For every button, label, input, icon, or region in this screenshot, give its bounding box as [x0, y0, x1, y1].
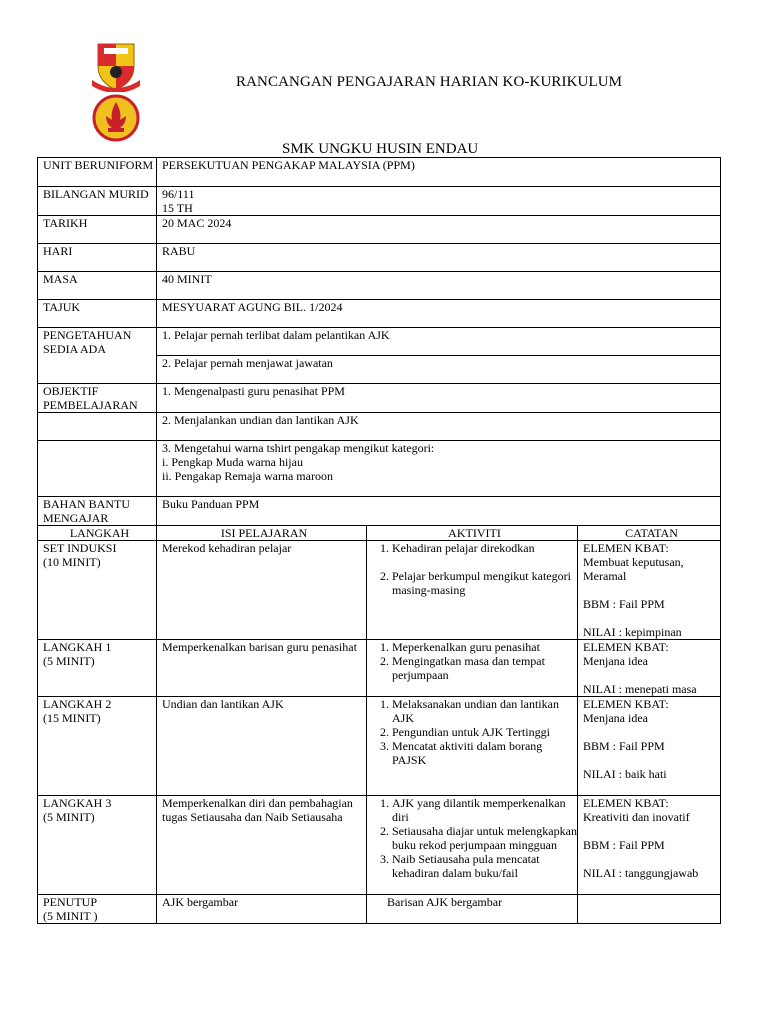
- step-name: SET INDUKSI: [43, 541, 117, 555]
- step-aktiviti: [367, 541, 578, 640]
- step-catatan: [578, 796, 721, 895]
- value-unit: PERSEKUTUAN PENGAKAP MALAYSIA (PPM): [157, 158, 721, 187]
- step-langkah: [38, 640, 157, 697]
- label-tarikh: TARIKH: [38, 216, 157, 244]
- step-catatan: [578, 697, 721, 796]
- value-bilangan: [157, 187, 721, 216]
- step-row-langkah-3: [38, 796, 721, 895]
- step-row-set-induksi: [38, 541, 721, 640]
- aktiviti-item: 1. Kehadiran pelajar direkodkan: [392, 541, 577, 555]
- step-isi: AJK bergambar: [157, 895, 367, 924]
- label-bahan: BAHAN BANTU MENGAJAR: [38, 497, 157, 526]
- step-row-langkah-1: [38, 640, 721, 697]
- step-name: LANGKAH 3: [43, 796, 112, 810]
- row-hari: [38, 244, 721, 272]
- catatan-elemen: ELEMEN KBAT:: [583, 640, 669, 654]
- step-duration: (10 MINIT): [43, 555, 101, 569]
- catatan-elemen: ELEMEN KBAT:: [583, 796, 669, 810]
- value-tajuk: MESYUARAT AGUNG BIL. 1/2024: [157, 300, 721, 328]
- aktiviti-item: 2. Pelajar berkumpul mengikut kategori masing-masing: [392, 569, 577, 597]
- step-isi: Undian dan lantikan AJK: [157, 697, 367, 796]
- header-langkah: LANGKAH: [38, 526, 157, 541]
- step-isi: Memperkenalkan barisan guru penasihat: [157, 640, 367, 697]
- step-langkah: [38, 541, 157, 640]
- step-duration: (5 MINIT): [43, 654, 95, 668]
- step-duration: (5 MINIT ): [43, 909, 98, 923]
- catatan-bbm: BBM : Fail PPM: [583, 597, 665, 611]
- step-isi: Memperkenalkan diri dan pembahagian tugas Setiausaha dan Naib Setiausaha: [157, 796, 367, 895]
- lesson-plan-table: [37, 157, 721, 924]
- catatan-nilai: NILAI : baik hati: [583, 767, 667, 781]
- step-catatan: [578, 640, 721, 697]
- step-name: LANGKAH 2: [43, 697, 112, 711]
- header-isi: ISI PELAJARAN: [157, 526, 367, 541]
- step-langkah: [38, 697, 157, 796]
- value-bilangan-1: 96/111: [162, 187, 195, 201]
- aktiviti-item: 3. Naib Setiausaha pula mencatat kehadiran dalam buku/fail: [392, 852, 577, 880]
- row-unit: [38, 158, 721, 187]
- aktiviti-item: 2. Pengundian untuk AJK Tertinggi: [392, 725, 577, 739]
- step-aktiviti: Barisan AJK bergambar: [367, 895, 578, 924]
- label-unit: UNIT BERUNIFORM: [38, 158, 157, 187]
- value-objektif-2: 2. Menjalankan undian dan lantikan AJK: [157, 413, 721, 441]
- row-bilangan: [38, 187, 721, 216]
- row-tarikh: [38, 216, 721, 244]
- value-tarikh: 20 MAC 2024: [157, 216, 721, 244]
- row-objektif-2: [38, 413, 721, 441]
- aktiviti-item: 2. Mengingatkan masa dan tempat perjumpaan: [392, 654, 577, 682]
- aktiviti-item: 2. Setiausaha diajar untuk melengkapkan buku rekod perjumpaan mingguan: [392, 824, 577, 852]
- value-masa: 40 MINIT: [157, 272, 721, 300]
- label-hari: HARI: [38, 244, 157, 272]
- value-objektif-1: 1. Mengenalpasti guru penasihat PPM: [157, 384, 721, 413]
- row-masa: [38, 272, 721, 300]
- objektif-3-ii: ii. Pengakap Remaja warna maroon: [162, 469, 333, 483]
- header-catatan: CATATAN: [578, 526, 721, 541]
- step-row-penutup: [38, 895, 721, 924]
- step-isi: Merekod kehadiran pelajar: [157, 541, 367, 640]
- step-catatan: [578, 541, 721, 640]
- catatan-bbm: BBM : Fail PPM: [583, 838, 665, 852]
- row-objektif-3: [38, 441, 721, 497]
- objektif-3-i: i. Pengkap Muda warna hijau: [162, 455, 303, 469]
- step-row-langkah-2: [38, 697, 721, 796]
- header-aktiviti: AKTIVITI: [367, 526, 578, 541]
- step-duration: (15 MINIT): [43, 711, 101, 725]
- value-bilangan-2: 15 TH: [162, 201, 193, 215]
- label-objektif-empty-2: [38, 441, 157, 497]
- label-pengetahuan: PENGETAHUAN SEDIA ADA: [38, 328, 157, 384]
- catatan-nilai: NILAI : tanggungjawab: [583, 866, 699, 880]
- step-aktiviti: [367, 640, 578, 697]
- catatan-elemen: ELEMEN KBAT:: [583, 541, 669, 555]
- value-objektif-3: [157, 441, 721, 497]
- aktiviti-item: 3. Mencatat aktiviti dalam borang PAJSK: [392, 739, 577, 767]
- catatan-nilai: NILAI : menepati masa: [583, 682, 697, 696]
- row-pengetahuan-1: [38, 328, 721, 356]
- catatan-elemen-value: Menjana idea: [583, 654, 648, 668]
- step-langkah: [38, 796, 157, 895]
- steps-header-row: [38, 526, 721, 541]
- value-pengetahuan-1: 1. Pelajar pernah terlibat dalam pelantikan AJK: [157, 328, 721, 356]
- school-name: SMK UNGKU HUSIN ENDAU: [282, 141, 479, 157]
- row-objektif-1: [38, 384, 721, 413]
- catatan-elemen-value: Menjana idea: [583, 711, 648, 725]
- objektif-3-heading: 3. Mengetahui warna tshirt pengakap mengikut kategori:: [162, 441, 435, 455]
- aktiviti-item: 1. Melaksanakan undian dan lantikan AJK: [392, 697, 577, 725]
- step-aktiviti: [367, 796, 578, 895]
- aktiviti-item: 1. Meperkenalkan guru penasihat: [392, 640, 577, 654]
- school-crest-logo: [90, 40, 142, 92]
- label-masa: MASA: [38, 272, 157, 300]
- label-bilangan: BILANGAN MURID: [38, 187, 157, 216]
- catatan-nilai: NILAI : kepimpinan: [583, 625, 682, 639]
- value-hari: RABU: [157, 244, 721, 272]
- label-objektif: OBJEKTIF PEMBELAJARAN: [38, 384, 157, 413]
- row-tajuk: [38, 300, 721, 328]
- aktiviti-item: 1. AJK yang dilantik memperkenalkan diri: [392, 796, 577, 824]
- value-bahan: Buku Panduan PPM: [157, 497, 721, 526]
- step-name: LANGKAH 1: [43, 640, 112, 654]
- catatan-elemen-value: Kreativiti dan inovatif: [583, 810, 690, 824]
- row-bahan: [38, 497, 721, 526]
- value-pengetahuan-2: 2. Pelajar pernah menjawat jawatan: [157, 356, 721, 384]
- label-objektif-empty: [38, 413, 157, 441]
- label-tajuk: TAJUK: [38, 300, 157, 328]
- step-aktiviti: [367, 697, 578, 796]
- scout-emblem-logo: [92, 94, 140, 142]
- step-name: PENUTUP: [43, 895, 98, 909]
- step-duration: (5 MINIT): [43, 810, 95, 824]
- document-title: RANCANGAN PENGAJARAN HARIAN KO-KURIKULUM: [236, 74, 623, 90]
- step-langkah: [38, 895, 157, 924]
- catatan-elemen: ELEMEN KBAT:: [583, 697, 669, 711]
- catatan-elemen-value: Membuat keputusan, Meramal: [583, 555, 684, 583]
- step-catatan: [578, 895, 721, 924]
- catatan-bbm: BBM : Fail PPM: [583, 739, 665, 753]
